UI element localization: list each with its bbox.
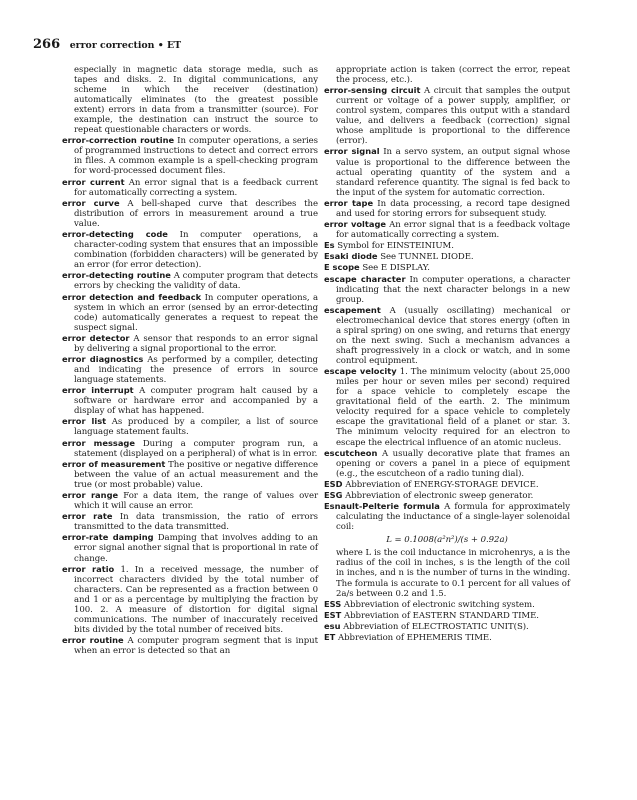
glossary-entry: [324, 610, 570, 621]
glossary-entry: [62, 459, 318, 490]
entry-term: ET: [324, 632, 336, 643]
entry-definition: Symbol for EINSTEINIUM.: [337, 241, 454, 252]
glossary-entry: [324, 198, 570, 219]
glossary-entry: [324, 85, 570, 146]
continuation-text: appropriate action is taken (correct the error, repeat the process, etc.).: [336, 65, 570, 86]
glossary-entry: [324, 262, 570, 273]
entry-term: Esaki diode: [324, 251, 378, 262]
page-number: 266: [33, 37, 61, 52]
entry-term: error curve: [62, 197, 120, 208]
entry-definition: A bell-shaped curve that describes the distribution of errors in measurement around a true value.: [74, 198, 318, 229]
entry-term: error of measurement: [62, 458, 166, 469]
entry-definition: As produced by a compiler, a list of source language statement faults.: [74, 417, 318, 438]
glossary-entry: [324, 251, 570, 262]
entry-term: error list: [62, 416, 107, 427]
entry-term: escape velocity: [324, 366, 397, 377]
entry-definition: A computer program that detects errors by checking the validity of data.: [74, 271, 319, 292]
glossary-entry: [324, 240, 570, 251]
glossary-entry: [62, 333, 318, 354]
glossary-entry: [62, 354, 318, 385]
entry-term: ESD: [324, 478, 343, 489]
entry-definition: In computer operations, a system in which an error (sensed by an error-detecting code) automatically generates a request to repeat the suspect signal.: [74, 292, 319, 333]
entry-term: error routine: [62, 635, 124, 646]
glossary-entry: [62, 490, 318, 511]
glossary-entry: [324, 146, 570, 197]
entry-term: Esnault-Pelterie formula: [324, 501, 440, 512]
entry-list: [324, 85, 570, 532]
entry-term: error-detecting routine: [62, 270, 171, 281]
entry-term: error range: [62, 490, 119, 501]
entry-list: [62, 135, 318, 656]
entry-definition: The positive or negative difference between the value of an actual measurement and the true (or most probable) value.: [74, 459, 319, 490]
glossary-entry: [324, 621, 570, 632]
glossary-entry: [324, 632, 570, 643]
entry-term: ESS: [324, 598, 342, 609]
continuation-text: especially in magnetic data storage media, such as tapes and disks. 2. In digital communications, any scheme in which the receiver (destination) automatically eliminates (to the greatest possible extent) errors in data from a transmitter (source). For example, the destination can instruct the source to repeat questionable characters or words.: [74, 65, 318, 136]
entry-term: error detection and feedback: [62, 291, 202, 302]
glossary-entry: [62, 229, 318, 270]
entry-term: error-detecting code: [62, 229, 168, 240]
glossary-entry: [62, 564, 318, 635]
entry-definition: An error signal that is a feedback voltage for automatically correcting a system.: [336, 219, 571, 241]
page-header: [33, 33, 181, 52]
entry-definition: Damping that involves adding to an error signal another signal that is proportional in rate of change.: [74, 533, 319, 564]
glossary-entry: [62, 177, 318, 198]
right-column: [324, 65, 570, 643]
entry-definition: Abbreviation of electronic sweep generator.: [345, 491, 534, 502]
entry-term: error current: [62, 176, 125, 187]
entry-definition: Abbreviation of EASTERN STANDARD TIME.: [343, 610, 539, 621]
entry-definition: Abbreviation of electronic switching system.: [343, 599, 535, 610]
glossary-entry: [62, 292, 318, 333]
entry-term: ESG: [324, 490, 343, 501]
entry-definition: A computer program halt caused by a software or hardware error and accompanied by a display of what has happened.: [74, 386, 318, 417]
entry-definition: In computer operations, a series of programmed instructions to detect and correct errors in files. A common example is a spell-checking program for word-processed document files.: [74, 136, 318, 177]
entry-definition: Abbreviation of ELECTROSTATIC UNIT(S).: [343, 621, 529, 632]
glossary-entry: [62, 438, 318, 459]
glossary-entry: [324, 490, 570, 501]
glossary-entry: [62, 416, 318, 437]
entry-term: error ratio: [62, 563, 115, 574]
entry-term: error tape: [324, 197, 374, 208]
entry-definition: A usually decorative plate that frames an opening or covers a panel in a piece of equipment (e.g., the escutcheon of a radio tuning dial).: [336, 448, 570, 479]
entry-definition: For a data item, the range of values over which it will cause an error.: [74, 491, 318, 512]
entry-term: EST: [324, 609, 342, 620]
entry-definition: In computer operations, a character indicating that the next character belongs in a new group.: [336, 274, 570, 305]
glossary-entry: [62, 270, 318, 291]
entry-term: escutcheon: [324, 447, 378, 458]
glossary-entry: [324, 366, 570, 447]
entry-term: error diagnostics: [62, 353, 144, 364]
entry-term: E scope: [324, 262, 360, 273]
entry-list: [324, 599, 570, 643]
entry-term: error-rate damping: [62, 532, 154, 543]
entry-term: escape character: [324, 273, 406, 284]
entry-term: error rate: [62, 511, 113, 522]
running-title: error correction • ET: [69, 40, 182, 51]
entry-definition: Abbreviation of EPHEMERIS TIME.: [338, 633, 492, 644]
entry-term: error-sensing circuit: [324, 85, 421, 96]
entry-definition: In a servo system, an output signal whose value is proportional to the difference between the actual operating quantity of the system and a standard reference quantity. The signal is fed back to the input of the system for automatic correction.: [336, 147, 571, 198]
glossary-entry: [62, 135, 318, 176]
entry-definition: A circuit that samples the output current or voltage of a power supply, amplifier, or control system, compares this output with a standard value, and delivers a feedback (correction) signal whose amplitude is proportional to the difference (error).: [336, 86, 571, 147]
glossary-entry: [324, 219, 570, 240]
glossary-entry: [324, 599, 570, 610]
glossary-entry: [62, 532, 318, 563]
entry-definition: A formula for approximately calculating the inductance of a single-layer solenoidal coil:: [336, 502, 571, 533]
entry-term: error interrupt: [62, 385, 134, 396]
glossary-entry: [62, 511, 318, 532]
entry-term: error message: [62, 437, 135, 448]
glossary-entry: [62, 198, 318, 229]
left-column: [62, 65, 318, 656]
formula-note: where L is the coil inductance in microhenrys, a is the radius of the coil in inches, s is the length of the coil in inches, and n is the number of turns in the winding. The formula is accurate to 0.1 percent for all values of 2a/s between 0.2 and 1.5.: [336, 548, 570, 599]
entry-definition: See TUNNEL DIODE.: [380, 252, 474, 263]
entry-definition: An error signal that is a feedback current for automatically correcting a system.: [74, 177, 318, 198]
glossary-entry: [324, 274, 570, 305]
entry-definition: 1. In a received message, the number of incorrect characters divided by the total number of characters. Can be represented as a fraction between 0 and 1 or as a percentage by multiplying the fraction by 100. 2. A measure of distortion for digital signal communications. The number of inaccurately received bits divided by the total number of received bits.: [74, 564, 319, 635]
entry-definition: 1. The minimum velocity (about 25,000 miles per hour or seven miles per second) required for a space vehicle to completely escape the gravitational field of the earth. 2. The minimum velocity required for a space vehicle to completely escape the gravitational field of a planet or star. 3. The minimum velocity required for an electron to escape the electrical influence of an atomic nucleus.: [336, 367, 570, 448]
entry-definition: A computer program segment that is input when an error is detected so that an: [74, 636, 318, 657]
entry-term: escapement: [324, 304, 381, 315]
glossary-entry: [324, 479, 570, 490]
entry-definition: During a computer program run, a statement (displayed on a peripheral) of what is in error.: [74, 438, 318, 459]
glossary-entry: [62, 635, 318, 656]
entry-term: error detector: [62, 332, 130, 343]
entry-definition: In computer operations, a character-coding system that ensures that an impossible combination (forbidden characters) will be generated by an error (for error detection).: [74, 230, 319, 271]
entry-definition: Abbreviation of ENERGY-STORAGE DEVICE.: [345, 479, 539, 490]
formula: L = 0.1008(a²n²)/(s + 0.92a): [386, 535, 508, 546]
entry-term: Es: [324, 240, 335, 251]
entry-term: error-correction routine: [62, 135, 175, 146]
entry-definition: A sensor that responds to an error signal by delivering a signal proportional to the error.: [74, 333, 319, 354]
entry-term: error voltage: [324, 218, 387, 229]
entry-definition: A (usually oscillating) mechanical or electromechanical device that stores energy (often in a spiral spring) on one swing, and returns that energy on the next swing. Such a mechanism advances a shaft progressively in a clock or watch, and in some control equipment.: [336, 305, 570, 367]
entry-definition: As performed by a compiler, detecting and indicating the presence of errors in source language statements.: [74, 354, 318, 386]
entry-term: esu: [324, 620, 341, 631]
entry-term: error signal: [324, 146, 380, 157]
entry-definition: In data processing, a record tape designed and used for storing errors for subsequent study.: [336, 198, 571, 219]
entry-definition: In data transmission, the ratio of errors transmitted to the data transmitted.: [74, 512, 319, 533]
glossary-entry: [324, 305, 570, 366]
glossary-entry: [324, 448, 570, 479]
glossary-entry: [324, 501, 570, 532]
entry-definition: See E DISPLAY.: [362, 263, 430, 274]
glossary-entry: [62, 385, 318, 416]
